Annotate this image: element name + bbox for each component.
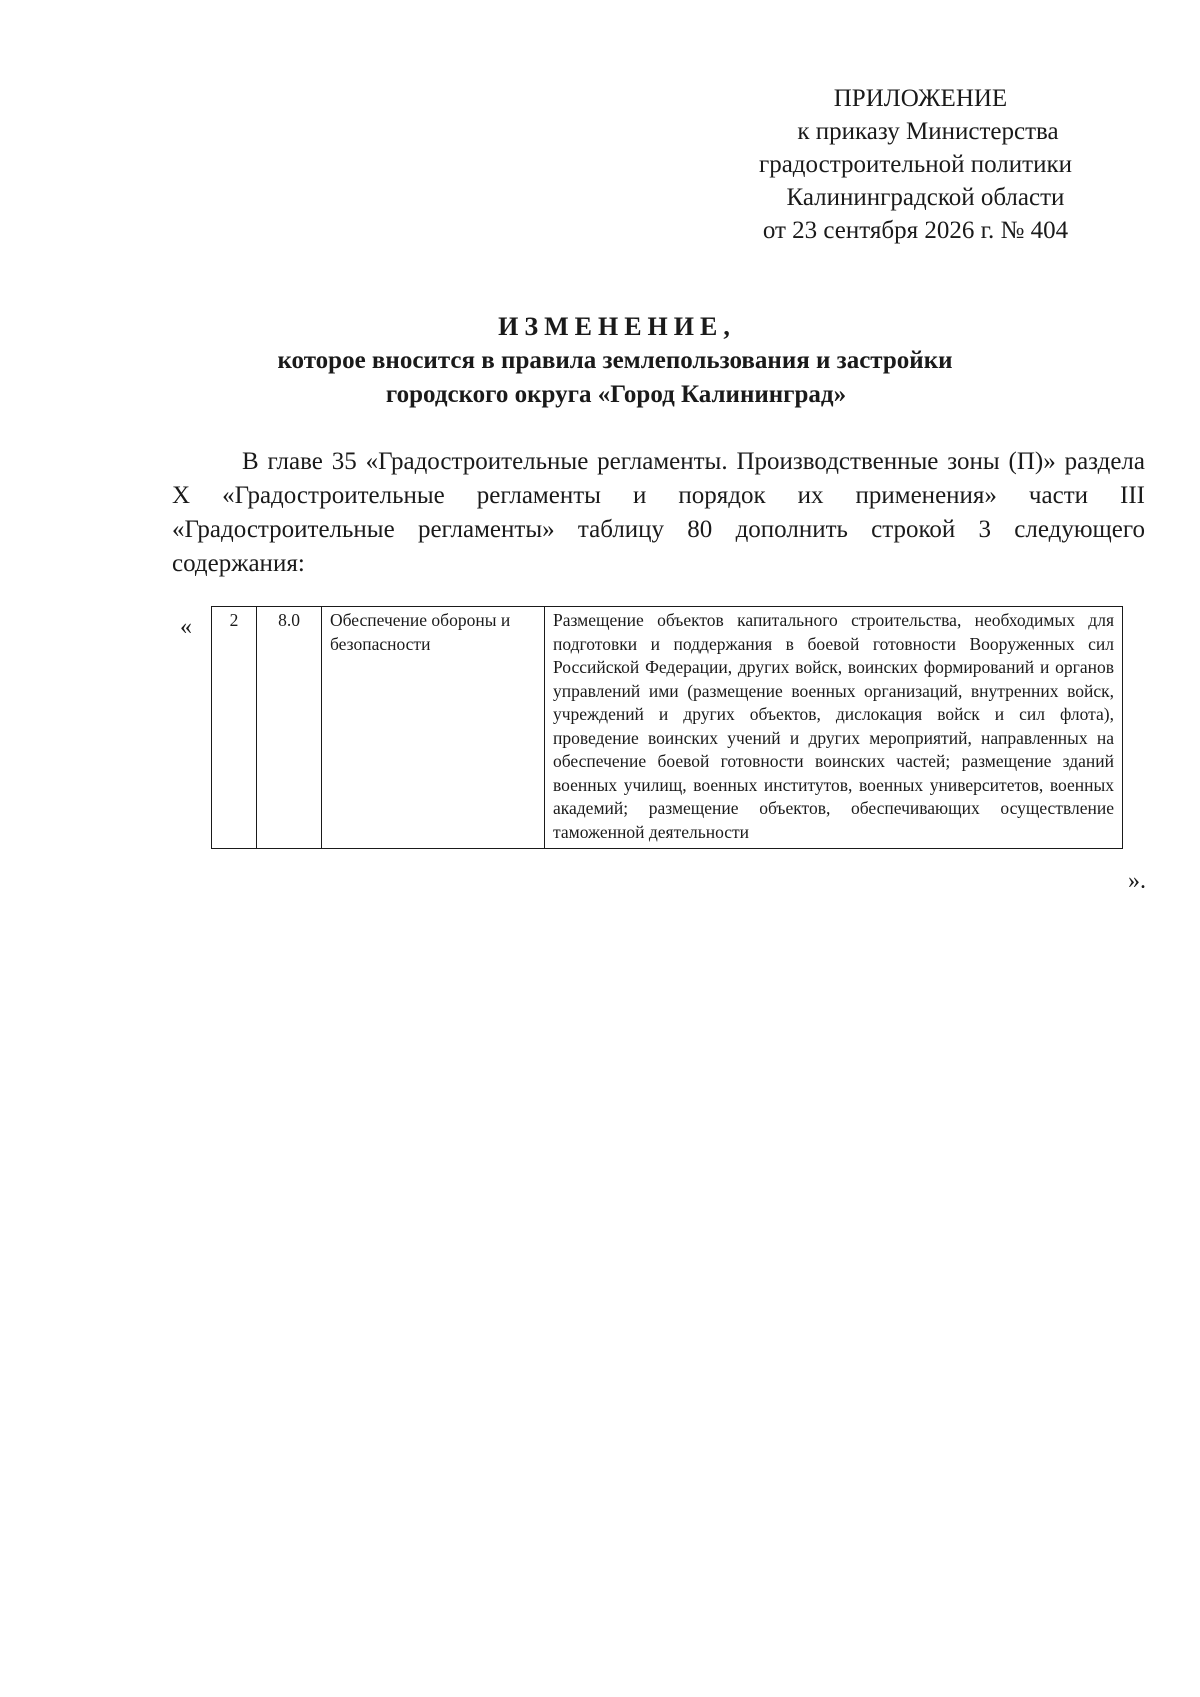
- row-name-cell: Обеспечение обороны и безопасности: [322, 607, 545, 849]
- document-title-block: [0, 310, 1200, 412]
- row-number-cell: 2: [212, 607, 257, 849]
- table-row: [212, 607, 1123, 849]
- document-heading: ИЗМЕНЕНИЕ,: [498, 312, 736, 341]
- amendment-table: [211, 606, 1123, 849]
- document-subtitle-line-2: городского округа «Город Калининград»: [385, 381, 847, 408]
- appendix-block: [759, 82, 1072, 247]
- opening-quote-mark: «: [180, 614, 192, 640]
- appendix-date-line: от 23 сентября 2026 г. № 404: [762, 217, 1069, 244]
- appendix-region-line: Калининградской области: [786, 184, 1065, 211]
- row-description-cell: Размещение объектов капитального строительства, необходимых для подготовки и поддержания в боевой готовности Вооруженных сил Российской Федерации, других войск, воинских формирований и органов управлений ими (размещение военных организаций, внутренних войск, учреждений и других объектов, дислокация войск и сил флота), проведение воинских учений и других мероприятий, направленных на обеспечение боевой готовности воинских частей; размещение зданий военных училищ, военных институтов, военных университетов, военных академий; размещение объектов, обеспечивающих осуществление таможенной деятельности: [545, 607, 1123, 849]
- appendix-order-line: к приказу Министерства: [797, 118, 1059, 145]
- body-paragraph: В главе 35 «Градостроительные регламенты. Производственные зоны (П)» раздела X «Градостроительные регламенты и порядок их применения» части III «Градостроительные регламенты» таблицу 80 дополнить строкой 3 следующего содержания:: [172, 448, 1145, 577]
- document-subtitle-line-1: которое вносится в правила землепользования и застройки: [277, 347, 953, 374]
- appendix-ministry-line: градостроительной политики: [758, 151, 1072, 178]
- row-code-cell: 8.0: [257, 607, 322, 849]
- closing-quote-mark: ».: [1128, 868, 1146, 894]
- appendix-title: ПРИЛОЖЕНИЕ: [833, 85, 1008, 112]
